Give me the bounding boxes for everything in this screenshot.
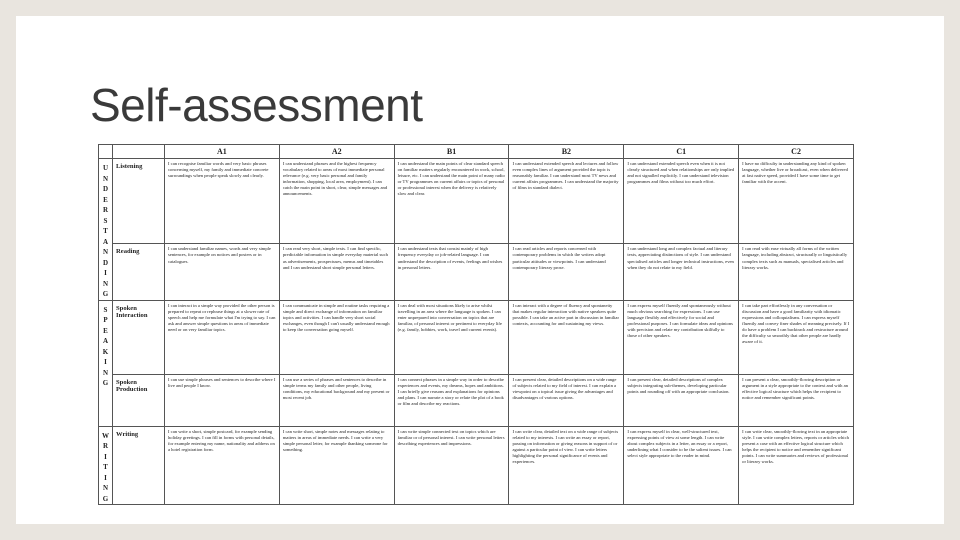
descriptor-cell: I can write short, simple notes and messages relating to matters in areas of immediate needs. I can write a very simple personal letter, for example thanking someone for something. xyxy=(279,426,394,505)
section-label-letter: N xyxy=(102,368,109,377)
self-assessment-grid xyxy=(98,144,854,505)
section-label xyxy=(99,426,113,505)
skill-row xyxy=(99,159,854,244)
descriptor-cell: I can read articles and reports concerned with contemporary problems in which the writers adopt particular attitudes or viewpoints. I can understand contemporary literary prose. xyxy=(509,244,624,300)
descriptor-cell: I can deal with most situations likely to arise whilst travelling in an area where the language is spoken. I can enter unprepared into conversation on topics that are familiar, of personal interest or pertinent to everyday life (e.g. family, hobbies, work, travel and current events). xyxy=(394,300,509,374)
section-label-letter: E xyxy=(103,326,108,335)
descriptor-cell: I can present clear, detailed descriptions on a wide range of subjects related to my field of interest. I can explain a viewpoint on a topical issue giving the advantages and disadvantages of various options. xyxy=(509,374,624,426)
section-label-letter: I xyxy=(104,358,107,366)
section-label-letter: N xyxy=(102,248,109,256)
section-label-letter: G xyxy=(102,290,109,298)
header-blank xyxy=(113,145,165,159)
descriptor-cell: I can write simple connected text on topics which are familiar or of personal interest. I can write personal letters describing experiences and impressions. xyxy=(394,426,509,505)
descriptor-cell: I can read very short, simple texts. I can find specific, predictable information in simple everyday material such as advertisements, prospectuses, menus and timetables and I can understand short simple personal letters. xyxy=(279,244,394,300)
level-header: B2 xyxy=(509,145,624,159)
descriptor-cell: I can understand extended speech even when it is not clearly structured and when relationships are only implied and not signalled explicitly. I can understand television programmes and films without too much effort. xyxy=(624,159,739,244)
section-label-letter: G xyxy=(102,494,109,503)
section-label-letter: R xyxy=(102,206,109,214)
section-label-letter: U xyxy=(102,164,109,172)
section-label xyxy=(99,300,113,426)
skill-name: Spoken Interaction xyxy=(113,300,165,374)
section-label-letter: T xyxy=(103,227,108,235)
section-label-letter: I xyxy=(104,452,107,461)
section-label-letter: W xyxy=(102,431,109,440)
level-header: B1 xyxy=(394,145,509,159)
section-label-letter: N xyxy=(102,174,109,183)
descriptor-cell: I can understand the main points of clear standard speech on familiar matters regularly encountered in work, school, leisure, etc. I can understand the main point of many radio or TV programmes on current affairs or topics of personal or professional interest when the delivery is relatively slow and clear. xyxy=(394,159,509,244)
section-label-letter: E xyxy=(103,195,108,204)
descriptor-cell: I can understand long and complex factual and literary texts, appreciating distinctions of style. I can understand specialised articles and longer technical instructions, even when they do not relate to my field. xyxy=(624,244,739,300)
skill-row xyxy=(99,426,854,505)
descriptor-cell: I can interact in a simple way provided the other person is prepared to repeat or rephrase things at a slower rate of speech and help me formulate what I'm trying to say. I can ask and answer simple questions in areas of immediate need or on very familiar topics. xyxy=(165,300,280,374)
descriptor-cell: I can communicate in simple and routine tasks requiring a simple and direct exchange of information on familiar topics and activities. I can handle very short social exchanges, even though I can't usually understand enough to keep the conversation going myself. xyxy=(279,300,394,374)
descriptor-cell: I can write clear, detailed text on a wide range of subjects related to my interests. I can write an essay or report, passing on information or giving reasons in support of or against a particular point of view. I can write letters highlighting the personal significance of events and experiences. xyxy=(509,426,624,505)
descriptor-cell: I can interact with a degree of fluency and spontaneity that makes regular interaction with native speakers quite possible. I can take an active part in discussion in familiar contexts, accounting for and sustaining my views. xyxy=(509,300,624,374)
section-label-letter: A xyxy=(102,337,109,345)
section-label-letter: I xyxy=(104,269,107,277)
skill-name: Listening xyxy=(113,159,165,244)
descriptor-cell: I can present a clear, smoothly-flowing description or argument in a style appropriate to the context and with an effective logical structure which helps the recipient to notice and remember significant points. xyxy=(739,374,854,426)
section-label-letter: K xyxy=(102,347,109,356)
section-label-letter: D xyxy=(102,185,109,193)
section-label-letter: T xyxy=(103,463,108,471)
descriptor-cell: I can understand extended speech and lectures and follow even complex lines of argument provided the topic is reasonably familiar. I can understand most TV news and current affairs programmes. I can understand the majority of films in standard dialect. xyxy=(509,159,624,244)
level-header: A2 xyxy=(279,145,394,159)
descriptor-cell: I can use simple phrases and sentences to describe where I live and people I know. xyxy=(165,374,280,426)
level-header-row xyxy=(99,145,854,159)
descriptor-cell: I can write a short, simple postcard, for example sending holiday greetings. I can fill in forms with personal details, for example entering my name, nationality and address on a hotel registration form. xyxy=(165,426,280,505)
descriptor-cell: I can take part effortlessly in any conversation or discussion and have a good familiarity with idiomatic expressions and colloquialisms. I can express myself fluently and convey finer shades of meaning precisely. If I do have a problem I can backtrack and restructure around the difficulty so smoothly that other people are hardly aware of it. xyxy=(739,300,854,374)
level-header: C2 xyxy=(739,145,854,159)
descriptor-cell: I can present clear, detailed descriptions of complex subjects integrating sub-themes, developing particular points and rounding off with an appropriate conclusion. xyxy=(624,374,739,426)
descriptor-cell: I can understand texts that consist mainly of high frequency everyday or job-related language. I can understand the description of events, feelings and wishes in personal letters. xyxy=(394,244,509,300)
descriptor-cell: I can recognise familiar words and very basic phrases concerning myself, my family and immediate concrete surroundings when people speak slowly and clearly. xyxy=(165,159,280,244)
header-blank xyxy=(99,145,113,159)
section-label-letter: R xyxy=(102,442,109,450)
section-label-letter: I xyxy=(104,473,107,482)
descriptor-cell: I can understand phrases and the highest frequency vocabulary related to areas of most immediate personal relevance (e.g. very basic personal and family information, shopping, local area, employment). I can catch the main point in short, clear, simple messages and announcements. xyxy=(279,159,394,244)
descriptor-cell: I can express myself fluently and spontaneously without much obvious searching for expressions. I can use language flexibly and effectively for social and professional purposes. I can formulate ideas and opinions with precision and relate my contribution skilfully to those of other speakers. xyxy=(624,300,739,374)
descriptor-cell: I can connect phrases in a simple way in order to describe experiences and events, my dreams, hopes and ambitions. I can briefly give reasons and explanations for opinions and plans. I can narrate a story or relate the plot of a book or film and describe my reactions. xyxy=(394,374,509,426)
skill-row xyxy=(99,374,854,426)
section-label-letter: P xyxy=(103,316,108,324)
section-label-letter: A xyxy=(102,237,109,246)
section-label-letter: N xyxy=(102,279,109,288)
descriptor-cell: I can read with ease virtually all forms of the written language, including abstract, structurally or linguistically complex texts such as manuals, specialised articles and literary works. xyxy=(739,244,854,300)
section-label-letter: S xyxy=(103,216,108,225)
level-header: C1 xyxy=(624,145,739,159)
descriptor-cell: I can use a series of phrases and sentences to describe in simple terms my family and other people, living conditions, my educational background and my present or most recent job. xyxy=(279,374,394,426)
descriptor-cell: I can express myself in clear, well-structured text, expressing points of view at some length. I can write about complex subjects in a letter, an essay or a report, underlining what I consider to be the salient issues. I can select style appropriate to the reader in mind. xyxy=(624,426,739,505)
skill-name: Writing xyxy=(113,426,165,505)
slide-title: Self-assessment xyxy=(90,79,423,131)
descriptor-cell: I can understand familiar names, words and very simple sentences, for example on notices and posters or in catalogues. xyxy=(165,244,280,300)
section-label xyxy=(99,159,113,301)
section-label-letter: D xyxy=(102,258,109,267)
descriptor-cell: I have no difficulty in understanding any kind of spoken language, whether live or broadcast, even when delivered at fast native speed, provided I have some time to get familiar with the accent. xyxy=(739,159,854,244)
section-label-letter: N xyxy=(102,484,109,492)
skill-name: Reading xyxy=(113,244,165,300)
section-label-letter: S xyxy=(103,305,108,314)
descriptor-cell: I can write clear, smoothly-flowing text in an appropriate style. I can write complex letters, reports or articles which present a case with an effective logical structure which helps the recipient to notice and remember significant points. I can write summaries and reviews of professional or literary works. xyxy=(739,426,854,505)
skill-name: Spoken Production xyxy=(113,374,165,426)
section-label-letter: G xyxy=(102,379,109,387)
skill-row xyxy=(99,244,854,300)
skill-row xyxy=(99,300,854,374)
level-header: A1 xyxy=(165,145,280,159)
